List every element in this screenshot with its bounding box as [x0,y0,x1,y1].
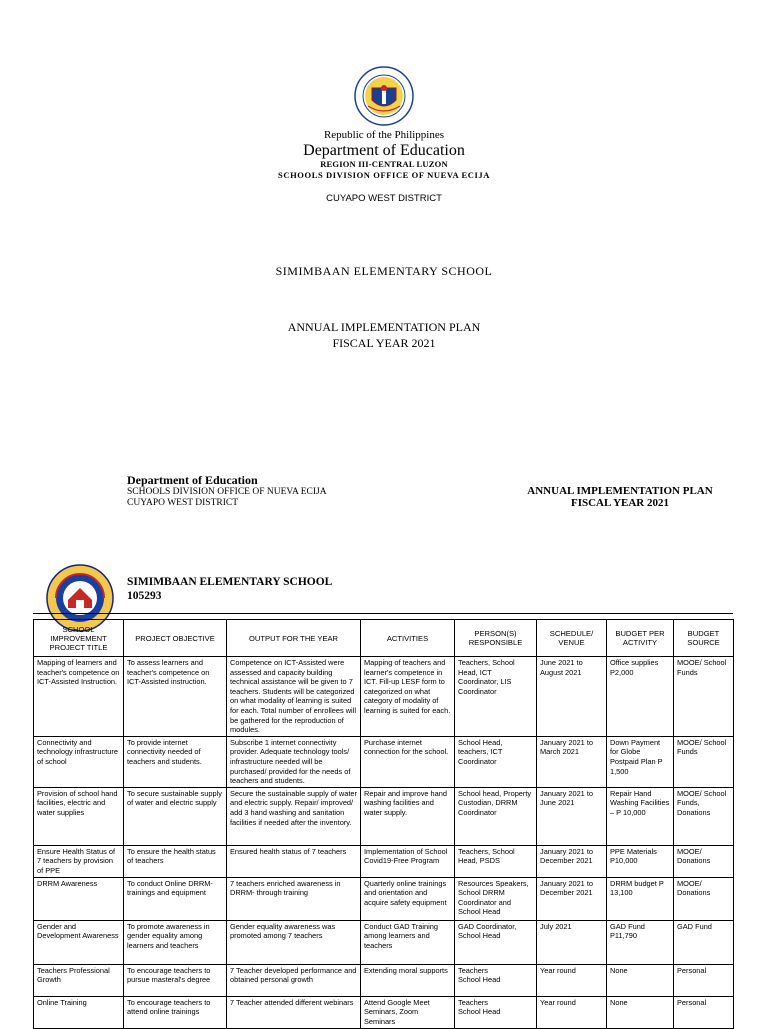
cell-output: 7 teachers enriched awareness in DRRM- through training [227,877,361,920]
school-name: SIMIMBAAN ELEMENTARY SCHOOL [275,264,493,278]
cell-objective: To provide internet connectivity needed of teachers and students. [124,736,227,787]
page2-fiscal-year: FISCAL YEAR 2021 [571,497,669,509]
table-row [34,845,734,877]
cell-activities: Quarterly online trainings and orientation and acquire safety equipment [361,877,455,920]
cell-project-title: Ensure Health Status of 7 teachers by provision of PPE [34,845,124,877]
cell-schedule: January 2021 to December 2021 [537,877,607,920]
cell-budget-source: MOOE/ Donations [674,877,734,920]
header-budget: BUDGET PER ACTIVITY [607,620,674,657]
cell-output: Gender equality awareness was promoted among 7 teachers [227,920,361,964]
region-line: REGION III-CENTRAL LUZON [320,159,448,169]
cell-persons: School Head, teachers, ICT Coordinator [455,736,537,787]
cell-budget-source: GAD Fund [674,920,734,964]
cell-objective: To ensure the health status of teachers [124,845,227,877]
cell-output: Subscribe 1 internet connectivity provider. Adequate technology tools/ infrastructure needed will be purchased/ provided for the needs of teachers and students. [227,736,361,787]
republic-line: Republic of the Philippines [323,129,445,141]
header-output: OUTPUT FOR THE YEAR [227,620,361,657]
cell-objective: To encourage teachers to pursue masteral's degree [124,964,227,996]
cell-project-title: Mapping of learners and teacher's competence on ICT-Assisted Instruction. [34,657,124,737]
plan-title: ANNUAL IMPLEMENTATION PLAN [287,320,481,334]
table-header-row [34,620,734,657]
table-row [34,877,734,920]
cell-activities: Repair and improve hand washing facilities and water supply. [361,787,455,845]
cell-activities: Extending moral supports [361,964,455,996]
cell-output: 7 Teacher attended different webinars [227,996,361,1028]
header-divider [33,613,733,614]
table-row [34,996,734,1028]
cell-output: 7 Teacher developed performance and obtained personal growth [227,964,361,996]
cell-budget: DRRM budget P 13,100 [607,877,674,920]
cell-objective: To promote awareness in gender equality among learners and teachers [124,920,227,964]
implementation-plan-table [33,619,734,1029]
table-row [34,657,734,737]
district-line: CUYAPO WEST DISTRICT [326,193,442,204]
cell-budget: PPE Materials P10,000 [607,845,674,877]
page2-school-name: SIMIMBAAN ELEMENTARY SCHOOL [127,576,333,588]
cell-budget: None [607,996,674,1028]
cell-persons: Resources Speakers, School DRRM Coordinator and School Head [455,877,537,920]
cell-budget-source: MOOE/ Donations [674,845,734,877]
page2-department: Department of Education [127,473,258,487]
cell-budget: GAD Fund P11,790 [607,920,674,964]
header-budget-source: BUDGET SOURCE [674,620,734,657]
cell-budget: None [607,964,674,996]
cell-project-title: Teachers Professional Growth [34,964,124,996]
cell-persons: School head, Property Custodian, DRRM Coordinator [455,787,537,845]
cell-schedule: Year round [537,964,607,996]
header-schedule: SCHEDULE/ VENUE [537,620,607,657]
cell-activities: Conduct GAD Training among learners and teachers [361,920,455,964]
cell-budget-source: Personal [674,996,734,1028]
cell-objective: To conduct Online DRRM-trainings and equipment [124,877,227,920]
cell-schedule: January 2021 to June 2021 [537,787,607,845]
cell-budget: Repair Hand Washing Facilities – P 10,000 [607,787,674,845]
school-id: 105293 [127,590,162,602]
cell-project-title: DRRM Awareness [34,877,124,920]
cell-persons: Teachers, School Head, ICT Coordinator, LIS Coordinator [455,657,537,737]
cell-project-title: Connectivity and technology infrastructure of school [34,736,124,787]
cell-persons: Teachers School Head [455,996,537,1028]
cell-project-title: Provision of school hand facilities, electric and water supplies [34,787,124,845]
deped-seal-logo [354,66,414,126]
cell-activities: Purchase internet connection for the school. [361,736,455,787]
cell-output: Ensured health status of 7 teachers [227,845,361,877]
page2-district: CUYAPO WEST DISTRICT [127,498,239,508]
cell-project-title: Online Training [34,996,124,1028]
cell-activities: Implementation of School Covid19-Free Program [361,845,455,877]
cell-schedule: June 2021 to August 2021 [537,657,607,737]
cell-activities: Attend Google Meet Seminars, Zoom Seminars [361,996,455,1028]
fiscal-year: FISCAL YEAR 2021 [332,336,436,350]
table-row [34,787,734,845]
cell-schedule: January 2021 to March 2021 [537,736,607,787]
table-row [34,964,734,996]
cell-schedule: Year round [537,996,607,1028]
cell-schedule: January 2021 to December 2021 [537,845,607,877]
table-row [34,736,734,787]
cell-budget-source: MOOE/ School Funds [674,736,734,787]
cell-schedule: July 2021 [537,920,607,964]
cell-budget-source: Personal [674,964,734,996]
cell-budget: Down Payment for Globe Postpaid Plan P 1,500 [607,736,674,787]
cell-budget-source: MOOE/ School Funds [674,657,734,737]
department-title: Department of Education [303,142,465,159]
header-objective: PROJECT OBJECTIVE [124,620,227,657]
cell-activities: Mapping of teachers and learner's competence in ICT. Fill-up LESF form to categorized on what category of modality of learning is suited for each. [361,657,455,737]
cell-objective: To assess learners and teacher's competence on ICT-Assisted instruction. [124,657,227,737]
cell-output: Competence on ICT-Assisted were assessed and capacity building technical assistance will be given to 7 teachers. Students will be categorized on what modality of learning is suited for each. Total number of enrollees will be gathered for the reproduction of modules. [227,657,361,737]
page2-division: SCHOOLS DIVISION OFFICE OF NUEVA ECIJA [127,487,327,497]
header-activities: ACTIVITIES [361,620,455,657]
cell-budget: Office supplies P2,000 [607,657,674,737]
cell-output: Secure the sustainable supply of water and electric supply. Repair/ improved/ add 3 hand washing and sanitation facilities if needed after the inventory. [227,787,361,845]
page2-plan-title: ANNUAL IMPLEMENTATION PLAN [527,485,713,497]
cell-objective: To encourage teachers to attend online trainings [124,996,227,1028]
cell-objective: To secure sustainable supply of water and electric supply [124,787,227,845]
cell-persons: Teachers School Head [455,964,537,996]
table-row [34,920,734,964]
cell-project-title: Gender and Development Awareness [34,920,124,964]
cell-persons: GAD Coordinator, School Head [455,920,537,964]
header-persons: PERSON(S) RESPONSIBLE [455,620,537,657]
division-line: SCHOOLS DIVISION OFFICE OF NUEVA ECIJA [278,170,490,180]
header-project-title: SCHOOL IMPROVEMENT PROJECT TITLE [34,620,124,657]
cell-persons: Teachers, School Head, PSDS [455,845,537,877]
cell-budget-source: MOOE/ School Funds, Donations [674,787,734,845]
